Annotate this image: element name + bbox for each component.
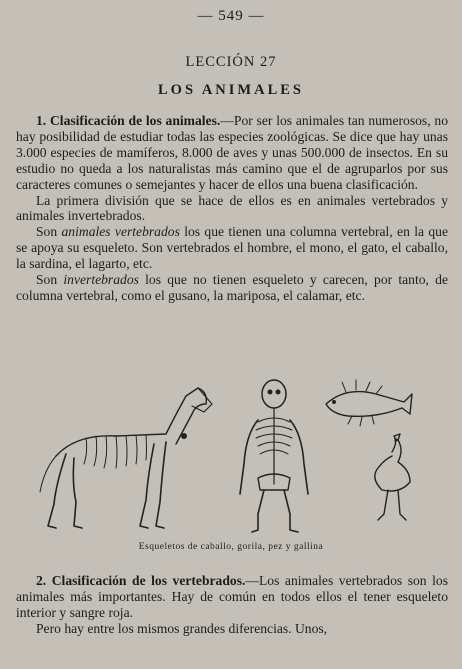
figure-caption: Esqueletos de caballo, gorila, pez y gallina: [138, 542, 324, 552]
page-title: LOS ANIMALES: [158, 82, 304, 98]
paragraph-invertebrados: [16, 272, 448, 304]
term-vertebrados: animales vertebrados: [61, 224, 180, 240]
hen-skeleton: [375, 434, 410, 520]
gorilla-skeleton: [240, 380, 308, 532]
paragraph-vertebrate-classification: [16, 573, 448, 621]
paragraph-text: —Por ser los animales tan numerosos, no hay posibilidad de estudiar todas las especies zoológicas. Se dice que hay unas 3.000 especies de mamíferos, 8.000 de aves y unas 500.000 de insectos. En su estudio no queda a los naturalistas más camino que el de agruparlos por sus caracteres comunes o semejantes y hacer de ellos una buena clasificación.: [16, 113, 448, 192]
paragraph-classification: [16, 113, 448, 193]
paragraph-vertebrados: [16, 224, 448, 272]
fish-skeleton: [326, 380, 412, 426]
page-number: — 549 —: [197, 8, 265, 24]
section-heading: 2. Clasificación de los vertebrados.: [36, 573, 246, 588]
text-run: los que no tienen esqueleto y carecen, por tanto, de columna vertebral, como el gusano, la mariposa, el calamar, etc.: [16, 272, 449, 303]
section-1: [16, 113, 448, 304]
text-run: Son: [36, 224, 58, 240]
dot-mark: [181, 433, 187, 439]
lesson-heading: LECCIÓN 27: [185, 54, 277, 70]
paragraph-division: La primera división que se hace de ellos es en animales vertebrados y animales invertebrados.: [16, 192, 448, 224]
skeletons-figure: [26, 374, 436, 540]
paragraph-last-line: Pero hay entre los mismos grandes diferencias. Unos,: [36, 620, 328, 636]
horse-skeleton: [40, 388, 212, 528]
section-heading: 1. Clasificación de los animales.: [36, 113, 221, 128]
term-invertebrados: invertebrados: [63, 272, 139, 288]
section-2: [16, 573, 448, 637]
text-run: los que tienen una columna vertebral, en la que se apoya su esqueleto. Son vertebrados el hombre, el mono, el gato, el caballo, la sardina, el lagarto, etc.: [16, 224, 448, 272]
text-run: Son: [36, 272, 58, 288]
paragraph-text: —Los animales vertebrados son los animales más importantes. Hay de común en todos ellos el tener esqueleto interior y sangre roja.: [16, 573, 448, 620]
